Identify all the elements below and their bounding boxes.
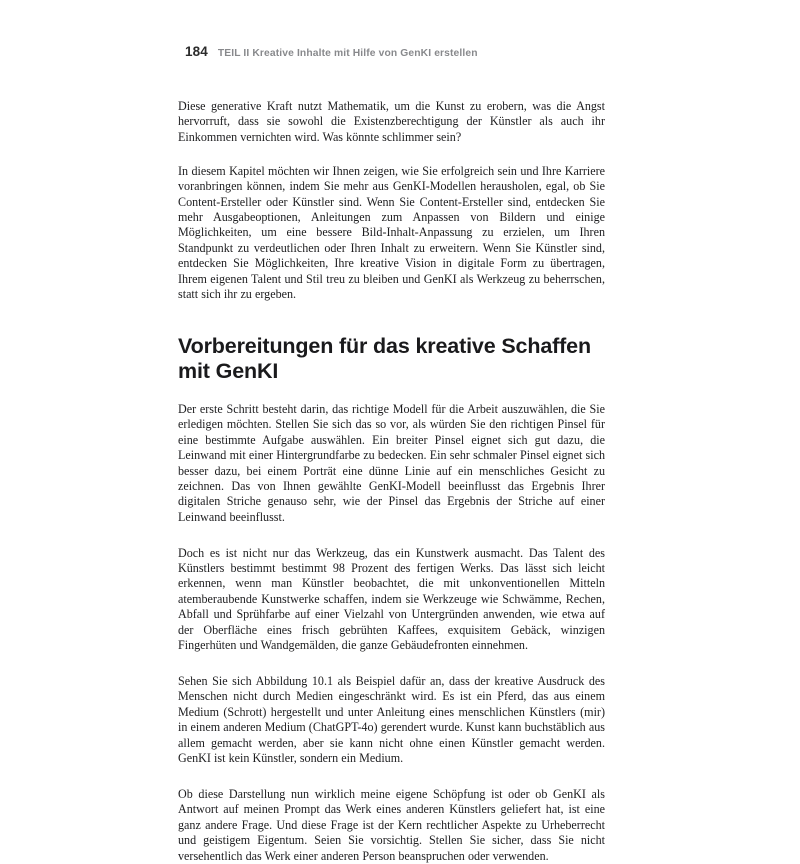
running-head-chapter-title: Kreative Inhalte mit Hilfe von GenKI erstellen bbox=[252, 48, 478, 59]
paragraph-spacer bbox=[178, 778, 605, 787]
section-paragraph-4: Ob diese Darstellung nun wirklich meine eigene Schöpfung ist oder ob GenKI als Antwort auf meinen Prompt das Werk eines anderen Künstlers geliefert hat, ist eine ganz andere Frage. Und diese Frage ist der Kern rechtlicher Aspekte zu Urheberrecht und geistigem Eigentum. Seien Sie vorsichtig. Stellen Sie sicher, dass Sie nicht versehentlich das Werk einer anderen Person beanspruchen oder verwenden. bbox=[178, 786, 605, 863]
heading-spacer bbox=[178, 314, 605, 334]
section-paragraph-1: Der erste Schritt besteht darin, das richtige Modell für die Arbeit auszuwählen, die Sie erledigen möchten. Stellen Sie sich das so vor, als würden Sie den richtigen Pinsel für eine bestimmte Aufgabe auswählen. Ein breiter Pinsel eignet sich gut dazu, die Leinwand mit einer Hintergrundfarbe zu bedecken. Ein sehr schmaler Pinsel eignet sich besser dazu, bei einem Porträt eine dünne Linie auf ein menschliches Gesicht zu zeichnen. Das von Ihnen gewählte GenKI-Modell beeinflusst das Ergebnis Ihrer digitalen Striche genauso sehr, wie der Pinsel das Ergebnis der Striche auf einer Leinwand beeinflusst. bbox=[178, 401, 605, 524]
page-content-frame bbox=[178, 44, 605, 864]
section-paragraph-2: Doch es ist nicht nur das Werkzeug, das ein Kunstwerk ausmacht. Das Talent des Künstlers bestimmt bestimmt 98 Prozent des fertigen Werks. Das lässt sich leicht erkennen, wenn man Künstler beobachtet, die mit unkonventionellen Mitteln atemberaubende Kunstwerke schaffen, indem sie Werkzeuge wie Schwämme, Rechen, Abfall und Sprühfarbe auf einer Vielzahl von Untergründen anwenden, wie etwa auf der Oberfläche eines frisch gebrühten Kaffees, exquisitem Gebäck, winzigen Fingerhüten und Wandgemälden, die ganze Gebäudefronten einnehmen. bbox=[178, 545, 605, 653]
section-paragraph-3: Sehen Sie sich Abbildung 10.1 als Beispiel dafür an, dass der kreative Ausdruck des Menschen nicht durch Medien eingeschränkt wird. Es ist ein Pferd, das aus einem Medium (Schrott) hergestellt und unter Anleitung eines menschlichen Künstlers (mir) in einem anderen Medium (ChatGPT-4o) gerendert wurde. Kunst kann buchstäblich aus allem gemacht werden, aber sie kann nicht ohne einen Künstler gemacht werden. GenKI ist kein Künstler, sondern ein Medium. bbox=[178, 673, 605, 765]
paragraph-spacer bbox=[178, 537, 605, 546]
intro-paragraph-2: In diesem Kapitel möchten wir Ihnen zeigen, wie Sie erfolgreich sein und Ihre Karriere voranbringen können, indem Sie mehr aus GenKI-Modellen herausholen, egal, ob Sie Content-Ersteller oder Künstler sind. Wenn Sie Content-Ersteller sind, entdecken Sie mehr Ausgabeoptionen, Anleitungen zum Anpassen von Bildern und einige Möglichkeiten, um eine bessere Bild-Inhalt-Anpassung zu erzielen, um Ihren Standpunkt zu verdeutlichen oder Ihren Inhalt zu erweitern. Wenn Sie Künstler sind, entdecken Sie Möglichkeiten, Ihre kreative Vision in digitale Form zu übertragen, Ihrem eigenen Talent und Stil treu zu bleiben und GenKI als Werkzeug zu beherrschen, statt sich ihr zu ergeben. bbox=[178, 163, 605, 301]
page-number: 184 bbox=[185, 44, 208, 59]
paragraph-spacer bbox=[178, 157, 605, 164]
running-head-title bbox=[218, 48, 478, 59]
running-head bbox=[185, 44, 605, 59]
paragraph-spacer bbox=[178, 665, 605, 674]
running-head-part-label: TEIL II bbox=[217, 48, 250, 59]
section-heading: Vorbereitungen für das kreative Schaffen mit GenKI bbox=[178, 333, 591, 383]
intro-paragraph-1: Diese generative Kraft nutzt Mathematik, um die Kunst zu erobern, was die Angst hervorruft, dass sie sowohl die Existenzberechtigung der Künstler als auch ihr Einkommen vernichten wird. Was könnte schlimmer sein? bbox=[178, 99, 605, 144]
